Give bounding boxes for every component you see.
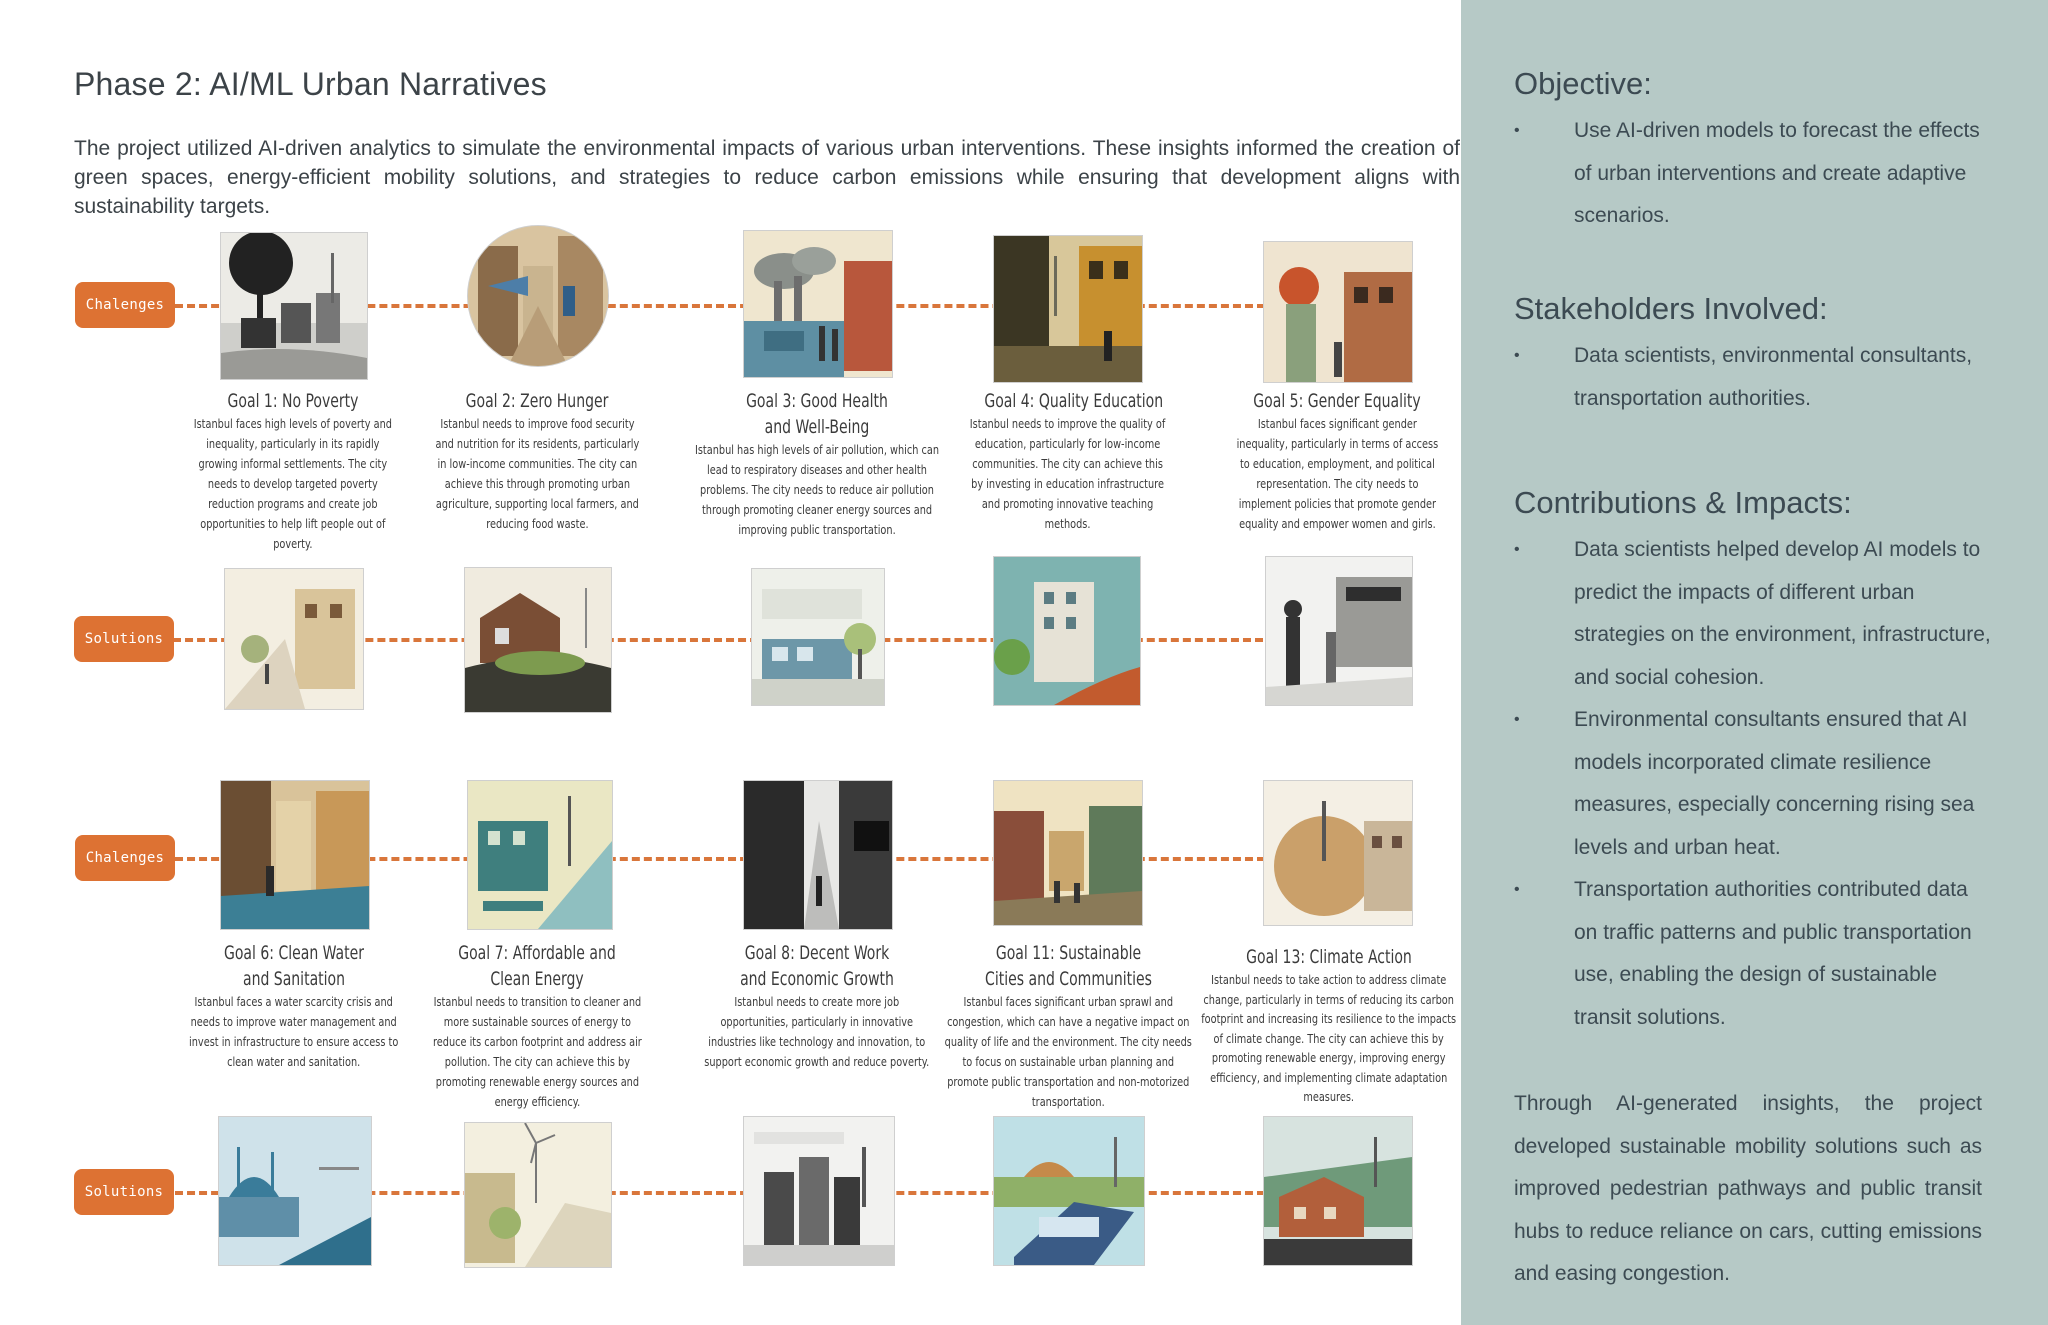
stakeholders-heading: Stakeholders Involved: xyxy=(1514,291,1828,326)
intro-paragraph: The project utilized AI-driven analytics to simulate the environmental impacts of various urban interventions. These insights informed the creation of green spaces, energy-efficient mobility solutions, and strategies to reduce carbon emissions while ensuring that development aligns with sustainability targets. xyxy=(74,137,1460,218)
challenges-label-row1: Chalenges xyxy=(75,282,175,328)
goal-11-challenge-image xyxy=(993,780,1143,926)
community-sketch-icon xyxy=(1266,557,1412,705)
coastal-city-icon xyxy=(468,781,612,929)
goal-title: Goal 6: Clean Water and Sanitation xyxy=(223,942,365,990)
woman-street-icon xyxy=(1264,242,1412,382)
goal-13-block xyxy=(1198,944,1460,1107)
goal-5-solution-image xyxy=(1265,556,1413,706)
flooded-street-icon xyxy=(221,781,369,929)
goal-5-block xyxy=(1232,388,1442,534)
solutions-label-row2: Solutions xyxy=(74,1169,174,1215)
waterfront-mosque-icon xyxy=(219,1117,371,1265)
closing-paragraph: Through AI-generated insights, the project developed sustainable mobility solutions such as improved pedestrian pathways and public transit hubs to reduce reliance on cars, cutting emissions and easing congestion. xyxy=(1514,1092,1982,1285)
polluted-street-icon xyxy=(744,231,892,377)
goal-3-solution-image xyxy=(751,568,885,706)
street-vignette-icon xyxy=(468,226,608,366)
goal-5-challenge-image xyxy=(1263,241,1413,383)
goal-title: Goal 3: Good Health and Well-Being xyxy=(746,390,888,438)
page-title: Phase 2: AI/ML Urban Narratives xyxy=(74,66,547,102)
goal-7-block xyxy=(432,940,642,1112)
modern-school-icon xyxy=(994,557,1140,705)
green-street-sketch-icon xyxy=(225,569,363,709)
goal-13-solution-image xyxy=(1263,1116,1413,1266)
goal-description: Istanbul faces a water scarcity crisis and needs to improve water management and invest in infrastructure to ensure access to clean water and sanitation. xyxy=(189,994,399,1069)
goal-description: Istanbul has high levels of air pollution, which can lead to respiratory diseases and other health problems. The city needs to reduce air pollution through promoting cleaner energy sources and improving public transportation. xyxy=(694,442,940,537)
city-sketch-icon xyxy=(221,233,367,379)
goal-title: Goal 8: Decent Work and Economic Growth xyxy=(740,942,894,990)
goal-6-block xyxy=(188,940,400,1072)
goal-title: Goal 2: Zero Hunger xyxy=(465,390,609,412)
goal-13-challenge-image xyxy=(1263,780,1413,926)
stakeholders-list xyxy=(1514,335,1994,420)
contributions-item: • Data scientists helped develop AI models to predict the impacts of different urban strategies on the environment, infrastructure, and social cohesion. xyxy=(1514,529,1994,699)
goal-4-challenge-image xyxy=(993,235,1143,383)
goal-title: Goal 7: Affordable and Clean Energy xyxy=(458,942,616,990)
goal-2-challenge-image xyxy=(467,225,609,367)
challenges-label-row2: Chalenges xyxy=(75,835,175,881)
goal-3-challenge-image xyxy=(743,230,893,378)
goal-4-block xyxy=(966,388,1170,534)
goal-6-solution-image xyxy=(218,1116,372,1266)
busy-street-icon xyxy=(994,781,1142,925)
goal-11-solution-image xyxy=(993,1116,1145,1266)
industrial-street-icon xyxy=(744,781,892,929)
goal-7-challenge-image xyxy=(467,780,613,930)
school-street-icon xyxy=(994,236,1142,382)
goal-8-block xyxy=(700,940,934,1072)
goal-3-block xyxy=(692,388,942,540)
goal-description: Istanbul faces significant urban sprawl and congestion, which can have a negative impact on quality of life and the environment. The city needs to focus on sustainable urban planning and promote public transportation and non-motorized transportation. xyxy=(944,994,1192,1109)
goal-6-challenge-image xyxy=(220,780,370,930)
contributions-item: • Transportation authorities contributed data on traffic patterns and public transportation use, enabling the design of sustainable transit solutions. xyxy=(1514,869,1994,1039)
goal-title: Goal 1: No Poverty xyxy=(227,390,359,412)
goal-description: Istanbul needs to improve the quality of education, particularly for low-income communities. The city can achieve this by investing in education infrastructure and promoting innovative teaching methods. xyxy=(970,416,1166,531)
goal-7-solution-image xyxy=(464,1122,612,1268)
goal-title: Goal 13: Climate Action xyxy=(1246,946,1412,968)
goal-4-solution-image xyxy=(993,556,1141,706)
contributions-heading: Contributions & Impacts: xyxy=(1514,485,1852,520)
stakeholders-item: • Data scientists, environmental consultants, transportation authorities. xyxy=(1514,335,1994,420)
goal-title: Goal 5: Gender Equality xyxy=(1253,390,1421,412)
urban-farm-icon xyxy=(465,568,611,712)
goal-11-block xyxy=(942,940,1194,1112)
goal-description: Istanbul faces high levels of poverty and inequality, particularly in its rapidly growing informal settlements. The city needs to develop targeted poverty reduction programs and create job opportunities to help lift people out of poverty. xyxy=(193,416,393,551)
solutions-label-row1: Solutions xyxy=(74,616,174,662)
goal-description: Istanbul needs to transition to cleaner and more sustainable sources of energy to reduce its carbon footprint and address air pollution. The city can achieve this by promoting renewable energy sources and energy efficiency. xyxy=(432,994,642,1109)
goal-description: Istanbul needs to improve food security and nutrition for its residents, particularly in low-income communities. The city can achieve this through promoting urban agriculture, supporting local farmers, and reducing food waste. xyxy=(435,416,639,531)
objective-item: • Use AI-driven models to forecast the effects of urban interventions and create adaptive scenarios. xyxy=(1514,110,1994,238)
business-district-icon xyxy=(744,1117,894,1265)
goal-title: Goal 4: Quality Education xyxy=(984,390,1164,412)
goal-description: Istanbul needs to take action to address climate change, particularly in terms of reducing its carbon footprint and increasing its resilience to the impacts of climate change. The city can achieve this by promoting renewable energy, improving energy efficiency, and implementing climate adaptation measures. xyxy=(1201,972,1457,1104)
goal-description: Istanbul faces significant gender inequality, particularly in terms of access to education, employment, and political representation. The city needs to implement policies that promote gender equality and empower women and girls. xyxy=(1236,416,1438,531)
goal-8-solution-image xyxy=(743,1116,895,1266)
contributions-item: • Environmental consultants ensured that AI models incorporated climate resilience measures, especially concerning rising sea levels and urban heat. xyxy=(1514,699,1994,869)
resilient-city-icon xyxy=(1264,1117,1412,1265)
goal-1-block xyxy=(190,388,396,554)
wind-energy-icon xyxy=(465,1123,611,1267)
contributions-list xyxy=(1514,529,1994,1039)
goal-1-challenge-image xyxy=(220,232,368,380)
objective-heading: Objective: xyxy=(1514,66,1652,101)
objective-list xyxy=(1514,110,1994,238)
transit-station-icon xyxy=(752,569,884,705)
tower-city-icon xyxy=(1264,781,1412,925)
goal-2-solution-image xyxy=(464,567,612,713)
goal-description: Istanbul needs to create more job opportunities, particularly in innovative industries like technology and innovation, to support economic growth and reduce poverty. xyxy=(704,994,930,1069)
goal-title: Goal 11: Sustainable Cities and Communities xyxy=(984,942,1152,990)
goal-8-challenge-image xyxy=(743,780,893,930)
goal-2-block xyxy=(432,388,642,534)
tram-line-icon xyxy=(994,1117,1144,1265)
goal-1-solution-image xyxy=(224,568,364,710)
